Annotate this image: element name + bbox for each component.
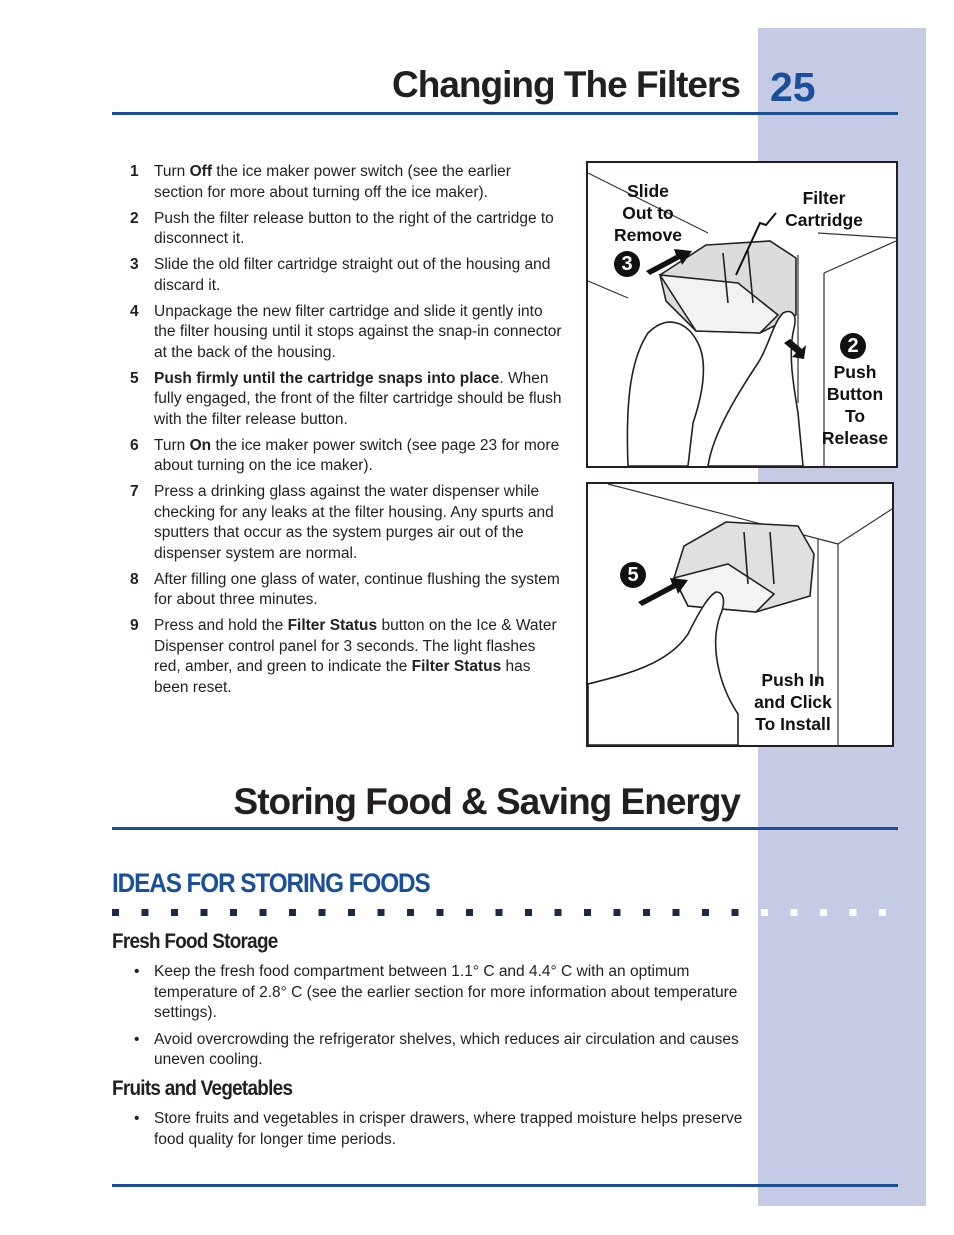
push-in-label: Push In and Click To Install [754,670,832,734]
step-emphasis: Filter Status [411,658,502,675]
filter-cartridge-label: Filter Cartridge [785,188,863,230]
step-text: Unpackage the new filter cartridge and slide it gently into the filter housing until it stops against the snap-in connector at the back of the housing. [154,302,562,361]
step-item [130,209,562,250]
push-button-label: Push Button To Release [821,362,889,448]
divider-dot [614,909,621,916]
divider-dot [319,909,326,916]
step-number: 8 [130,570,139,588]
divider-dot [496,909,503,916]
divider-dot [289,909,296,916]
divider-dot [348,909,355,916]
install-filter-illustration [586,482,894,747]
step-item [130,436,562,477]
ideas-subtitle: IDEAS FOR STORING FOODS [112,868,430,898]
step-number: 2 [130,209,139,227]
divider-dot [732,909,739,916]
step-text: button on the Ice & Water Dispenser control panel for 3 seconds. The light flashes red, amber, and green to indicate the [154,617,557,675]
filter-steps-list [130,162,562,704]
step-item [130,482,562,564]
callout-5-icon: 5 [620,562,646,588]
divider-dot [850,909,857,916]
callout-3-icon: 3 [614,251,640,277]
step-text: Slide the old filter cartridge straight out of the housing and discard it. [154,256,551,294]
step-item [130,369,562,431]
step-item [130,255,562,296]
divider-dot [643,909,650,916]
step-item [130,302,562,364]
divider-dot [702,909,709,916]
step-number: 1 [130,163,139,180]
slide-out-label: Slide Out to Remove [613,181,683,245]
step-item [130,616,562,698]
fresh-food-heading: Fresh Food Storage [112,930,278,953]
bullet-item: • Avoid overcrowding the refrigerator shelves, which reduces air circulation and causes uneven cooling. [132,1030,744,1071]
step-number: 7 [130,483,139,500]
divider-dot [171,909,178,916]
step-number: 9 [130,617,139,634]
page-number: 25 [770,64,816,110]
fruits-heading: Fruits and Vegetables [112,1077,293,1100]
divider-dot [230,909,237,916]
step-text: has been reset. [154,658,531,696]
section-rule [112,827,898,830]
divider-dot [112,909,119,916]
divider-dot [260,909,267,916]
divider-dot [555,909,562,916]
step-emphasis: Filter Status [287,617,378,634]
step-text: Turn [154,163,190,180]
fruits-list [132,1109,744,1156]
divider-dot [437,909,444,916]
step-text: Press and hold the [154,617,288,634]
divider-dot [378,909,385,916]
step-number: 5 [130,369,139,387]
step-text: the ice maker power switch (see page 23 for more about turning on the ice maker). [154,436,560,474]
step-number: 3 [130,256,139,273]
divider-dot [820,909,827,916]
step-emphasis: On [189,436,212,454]
callout-2-icon: 2 [840,333,866,359]
step-text: . When fully engaged, the front of the filter cartridge should be flush with the filter release button. [154,369,562,428]
step-item [130,570,562,611]
divider-dot [201,909,208,916]
step-text: Push the filter release button to the right of the cartridge to disconnect it. [154,209,554,247]
step-number: 4 [130,302,139,320]
divider-dot [879,909,886,916]
fresh-food-list [132,962,744,1077]
step-text: Turn [154,436,190,454]
divider-dot [407,909,414,916]
step-emphasis: Off [189,163,212,180]
section-title: Storing Food & Saving Energy [233,781,740,822]
step-item [130,162,562,203]
divider-dot [466,909,473,916]
step-emphasis: Push firmly until the cartridge snaps into place [154,369,500,387]
step-text: the ice maker power switch (see the earlier section for more about turning off the ice maker). [154,163,511,201]
bullet-item: • Store fruits and vegetables in crisper drawers, where trapped moisture helps preserve food quality for longer time periods. [132,1109,744,1150]
step-text: After filling one glass of water, continue flushing the system for about three minutes. [154,570,560,608]
dotted-divider [112,909,902,917]
step-text: Press a drinking glass against the water dispenser while checking for any leaks at the filter housing. Any spurts and sputters that occur as the system purges air out of the dispenser system are normal. [154,483,554,562]
divider-dot [584,909,591,916]
header-rule [112,112,898,115]
remove-filter-illustration [586,161,898,468]
divider-dot [525,909,532,916]
step-number: 6 [130,436,139,454]
bullet-item: • Keep the fresh food compartment between 1.1° C and 4.4° C with an optimum temperature of 2.8° C (see the earlier section for more information about temperature settings). [132,962,744,1024]
footer-rule [112,1184,898,1187]
divider-dot [142,909,149,916]
divider-dot [761,909,768,916]
divider-dot [791,909,798,916]
divider-dot [673,909,680,916]
page-title: Changing The Filters [392,64,740,105]
